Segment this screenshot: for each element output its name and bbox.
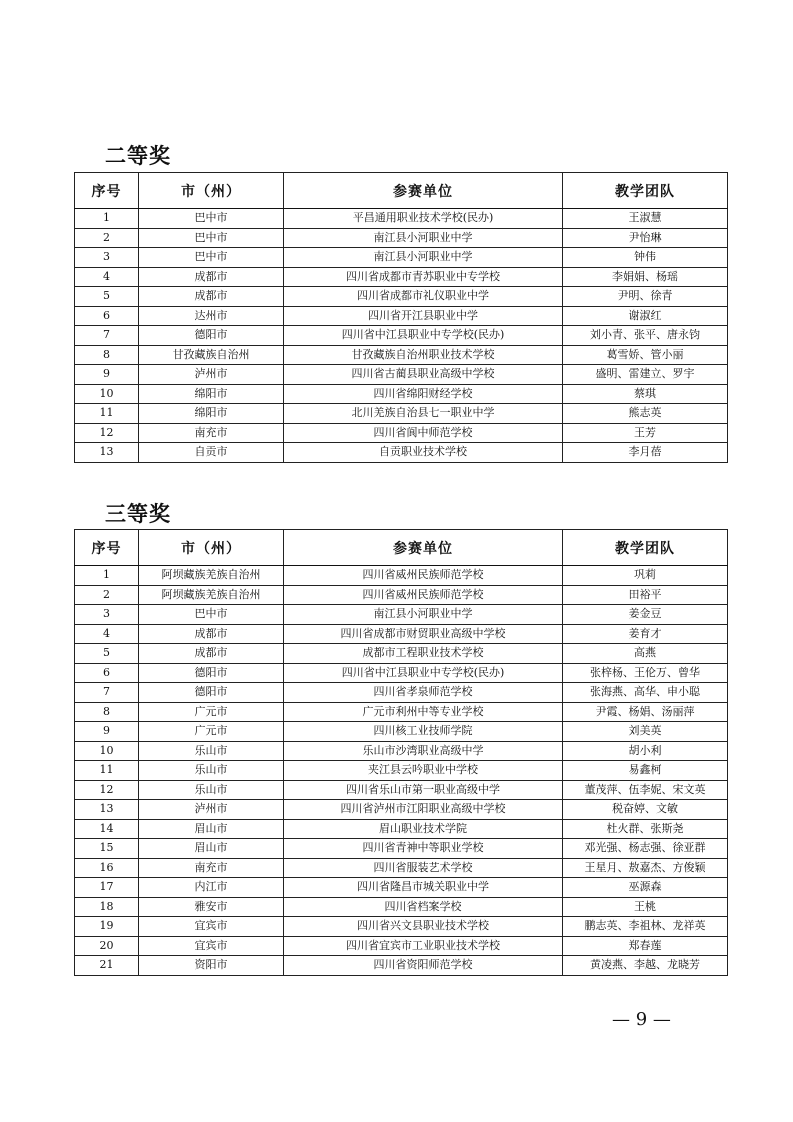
cell-index: 1 — [75, 566, 139, 586]
cell-unit: 四川省古蔺县职业高级中学校 — [284, 365, 563, 385]
cell-index: 8 — [75, 702, 139, 722]
cell-city: 成都市 — [139, 644, 284, 664]
cell-team: 熊志英 — [563, 404, 728, 424]
cell-unit: 自贡职业技术学校 — [284, 443, 563, 463]
cell-index: 7 — [75, 326, 139, 346]
cell-city: 绵阳市 — [139, 384, 284, 404]
cell-unit: 四川省乐山市第一职业高级中学 — [284, 780, 563, 800]
cell-index: 8 — [75, 345, 139, 365]
cell-city: 德阳市 — [139, 663, 284, 683]
cell-team: 鹏志英、李祖林、龙祥英 — [563, 917, 728, 937]
table-row — [75, 878, 728, 898]
cell-unit: 眉山职业技术学院 — [284, 819, 563, 839]
table-row — [75, 384, 728, 404]
cell-index: 6 — [75, 306, 139, 326]
cell-team: 张海燕、高华、申小聪 — [563, 683, 728, 703]
cell-unit: 四川省开江县职业中学 — [284, 306, 563, 326]
cell-unit: 四川省档案学校 — [284, 897, 563, 917]
header-team: 教学团队 — [563, 173, 728, 209]
cell-team: 杜火群、张斯尧 — [563, 819, 728, 839]
cell-city: 德阳市 — [139, 683, 284, 703]
cell-team: 王淑慧 — [563, 209, 728, 229]
table-row — [75, 585, 728, 605]
table-row — [75, 443, 728, 463]
cell-city: 泸州市 — [139, 365, 284, 385]
cell-index: 9 — [75, 722, 139, 742]
cell-index: 1 — [75, 209, 139, 229]
table-row — [75, 897, 728, 917]
cell-unit: 四川省资阳师范学校 — [284, 956, 563, 976]
cell-team: 葛雪娇、管小丽 — [563, 345, 728, 365]
cell-unit: 平昌通用职业技术学校(民办) — [284, 209, 563, 229]
cell-index: 15 — [75, 839, 139, 859]
second-prize-table-body — [75, 209, 728, 463]
table-row — [75, 605, 728, 625]
table-row — [75, 365, 728, 385]
cell-index: 4 — [75, 624, 139, 644]
cell-index: 7 — [75, 683, 139, 703]
cell-team: 李娟娟、杨瑶 — [563, 267, 728, 287]
third-prize-table-body — [75, 566, 728, 976]
cell-index: 14 — [75, 819, 139, 839]
cell-team: 胡小利 — [563, 741, 728, 761]
third-prize-table — [74, 529, 728, 976]
cell-team: 尹怡琳 — [563, 228, 728, 248]
table-row — [75, 404, 728, 424]
table-row — [75, 722, 728, 742]
cell-team: 谢淑红 — [563, 306, 728, 326]
cell-unit: 四川省服装艺术学校 — [284, 858, 563, 878]
cell-index: 21 — [75, 956, 139, 976]
cell-index: 13 — [75, 443, 139, 463]
cell-unit: 四川省成都市礼仪职业中学 — [284, 287, 563, 307]
cell-unit: 成都市工程职业技术学校 — [284, 644, 563, 664]
second-prize-table — [74, 172, 728, 463]
cell-index: 4 — [75, 267, 139, 287]
cell-unit: 四川省中江县职业中专学校(民办) — [284, 663, 563, 683]
cell-unit: 四川省成都市青苏职业中专学校 — [284, 267, 563, 287]
cell-unit: 南江县小河职业中学 — [284, 248, 563, 268]
table-row — [75, 761, 728, 781]
cell-unit: 夹江县云吟职业中学校 — [284, 761, 563, 781]
table-row — [75, 566, 728, 586]
cell-index: 11 — [75, 761, 139, 781]
cell-team: 税奋婷、文敏 — [563, 800, 728, 820]
table-row — [75, 248, 728, 268]
cell-team: 易鑫柯 — [563, 761, 728, 781]
cell-city: 乐山市 — [139, 761, 284, 781]
table-row — [75, 839, 728, 859]
cell-unit: 四川省成都市财贸职业高级中学校 — [284, 624, 563, 644]
cell-city: 泸州市 — [139, 800, 284, 820]
cell-city: 内江市 — [139, 878, 284, 898]
table-row — [75, 663, 728, 683]
cell-index: 11 — [75, 404, 139, 424]
cell-city: 成都市 — [139, 624, 284, 644]
cell-team: 王桃 — [563, 897, 728, 917]
cell-index: 12 — [75, 780, 139, 800]
cell-city: 巴中市 — [139, 605, 284, 625]
cell-team: 刘美英 — [563, 722, 728, 742]
cell-index: 5 — [75, 287, 139, 307]
cell-team: 邓光强、杨志强、徐亚群 — [563, 839, 728, 859]
cell-city: 广元市 — [139, 702, 284, 722]
table-row — [75, 741, 728, 761]
cell-city: 阿坝藏族羌族自治州 — [139, 566, 284, 586]
cell-city: 德阳市 — [139, 326, 284, 346]
header-index: 序号 — [75, 173, 139, 209]
table-row — [75, 936, 728, 956]
cell-city: 巴中市 — [139, 209, 284, 229]
cell-unit: 四川省威州民族师范学校 — [284, 566, 563, 586]
table-row — [75, 819, 728, 839]
header-city: 市（州） — [139, 530, 284, 566]
cell-city: 成都市 — [139, 267, 284, 287]
cell-team: 蔡琪 — [563, 384, 728, 404]
table-header-row — [75, 530, 728, 566]
cell-index: 10 — [75, 384, 139, 404]
table-header-row — [75, 173, 728, 209]
second-prize-heading: 二等奖 — [105, 143, 171, 168]
cell-index: 19 — [75, 917, 139, 937]
cell-city: 南充市 — [139, 858, 284, 878]
cell-unit: 四川省中江县职业中专学校(民办) — [284, 326, 563, 346]
cell-index: 12 — [75, 423, 139, 443]
cell-index: 20 — [75, 936, 139, 956]
cell-team: 黄凌燕、李越、龙晓芳 — [563, 956, 728, 976]
header-unit: 参赛单位 — [284, 530, 563, 566]
cell-unit: 广元市利州中等专业学校 — [284, 702, 563, 722]
cell-city: 甘孜藏族自治州 — [139, 345, 284, 365]
cell-index: 2 — [75, 585, 139, 605]
cell-team: 王芳 — [563, 423, 728, 443]
cell-index: 2 — [75, 228, 139, 248]
cell-team: 高燕 — [563, 644, 728, 664]
cell-unit: 四川省青神中等职业学校 — [284, 839, 563, 859]
cell-city: 巴中市 — [139, 228, 284, 248]
cell-city: 成都市 — [139, 287, 284, 307]
cell-unit: 四川省隆昌市城关职业中学 — [284, 878, 563, 898]
cell-unit: 北川羌族自治县七一职业中学 — [284, 404, 563, 424]
cell-unit: 南江县小河职业中学 — [284, 605, 563, 625]
cell-team: 钟伟 — [563, 248, 728, 268]
table-row — [75, 287, 728, 307]
table-row — [75, 858, 728, 878]
cell-team: 姜金豆 — [563, 605, 728, 625]
cell-team: 李月蓓 — [563, 443, 728, 463]
cell-team: 张梓杨、王伦万、曾华 — [563, 663, 728, 683]
cell-index: 18 — [75, 897, 139, 917]
cell-unit: 四川省威州民族师范学校 — [284, 585, 563, 605]
cell-index: 9 — [75, 365, 139, 385]
cell-city: 宜宾市 — [139, 936, 284, 956]
cell-team: 郑春莲 — [563, 936, 728, 956]
cell-unit: 四川核工业技师学院 — [284, 722, 563, 742]
cell-city: 巴中市 — [139, 248, 284, 268]
cell-index: 3 — [75, 605, 139, 625]
cell-index: 3 — [75, 248, 139, 268]
table-row — [75, 624, 728, 644]
cell-unit: 四川省阆中师范学校 — [284, 423, 563, 443]
cell-team: 巫源森 — [563, 878, 728, 898]
cell-team: 姜育才 — [563, 624, 728, 644]
table-row — [75, 423, 728, 443]
cell-city: 眉山市 — [139, 839, 284, 859]
cell-unit: 四川省孝泉师范学校 — [284, 683, 563, 703]
cell-unit: 四川省兴文县职业技术学校 — [284, 917, 563, 937]
cell-unit: 四川省泸州市江阳职业高级中学校 — [284, 800, 563, 820]
table-row — [75, 326, 728, 346]
cell-unit: 南江县小河职业中学 — [284, 228, 563, 248]
cell-city: 自贡市 — [139, 443, 284, 463]
third-prize-heading: 三等奖 — [105, 501, 171, 526]
cell-city: 绵阳市 — [139, 404, 284, 424]
table-row — [75, 917, 728, 937]
cell-city: 南充市 — [139, 423, 284, 443]
header-index: 序号 — [75, 530, 139, 566]
cell-city: 资阳市 — [139, 956, 284, 976]
table-row — [75, 228, 728, 248]
cell-index: 5 — [75, 644, 139, 664]
cell-index: 17 — [75, 878, 139, 898]
cell-team: 盛明、雷建立、罗宇 — [563, 365, 728, 385]
table-row — [75, 683, 728, 703]
cell-city: 雅安市 — [139, 897, 284, 917]
header-city: 市（州） — [139, 173, 284, 209]
table-row — [75, 644, 728, 664]
cell-unit: 四川省宜宾市工业职业技术学校 — [284, 936, 563, 956]
cell-team: 尹霞、杨娟、汤丽萍 — [563, 702, 728, 722]
cell-index: 13 — [75, 800, 139, 820]
cell-unit: 四川省绵阳财经学校 — [284, 384, 563, 404]
table-row — [75, 267, 728, 287]
cell-team: 尹明、徐青 — [563, 287, 728, 307]
table-row — [75, 209, 728, 229]
cell-team: 董茂萍、伍李妮、宋文英 — [563, 780, 728, 800]
cell-team: 王星月、敖嘉杰、方俊颖 — [563, 858, 728, 878]
table-row — [75, 780, 728, 800]
table-row — [75, 306, 728, 326]
header-team: 教学团队 — [563, 530, 728, 566]
cell-city: 阿坝藏族羌族自治州 — [139, 585, 284, 605]
cell-index: 10 — [75, 741, 139, 761]
page-number: — 9 — — [612, 1009, 671, 1030]
header-unit: 参赛单位 — [284, 173, 563, 209]
cell-team: 巩莉 — [563, 566, 728, 586]
cell-unit: 乐山市沙湾职业高级中学 — [284, 741, 563, 761]
table-row — [75, 800, 728, 820]
cell-city: 眉山市 — [139, 819, 284, 839]
cell-city: 乐山市 — [139, 741, 284, 761]
table-row — [75, 702, 728, 722]
table-row — [75, 345, 728, 365]
cell-team: 刘小青、张平、唐永钧 — [563, 326, 728, 346]
cell-index: 16 — [75, 858, 139, 878]
cell-city: 乐山市 — [139, 780, 284, 800]
cell-index: 6 — [75, 663, 139, 683]
cell-city: 广元市 — [139, 722, 284, 742]
cell-team: 田裕平 — [563, 585, 728, 605]
cell-unit: 甘孜藏族自治州职业技术学校 — [284, 345, 563, 365]
cell-city: 达州市 — [139, 306, 284, 326]
cell-city: 宜宾市 — [139, 917, 284, 937]
table-row — [75, 956, 728, 976]
